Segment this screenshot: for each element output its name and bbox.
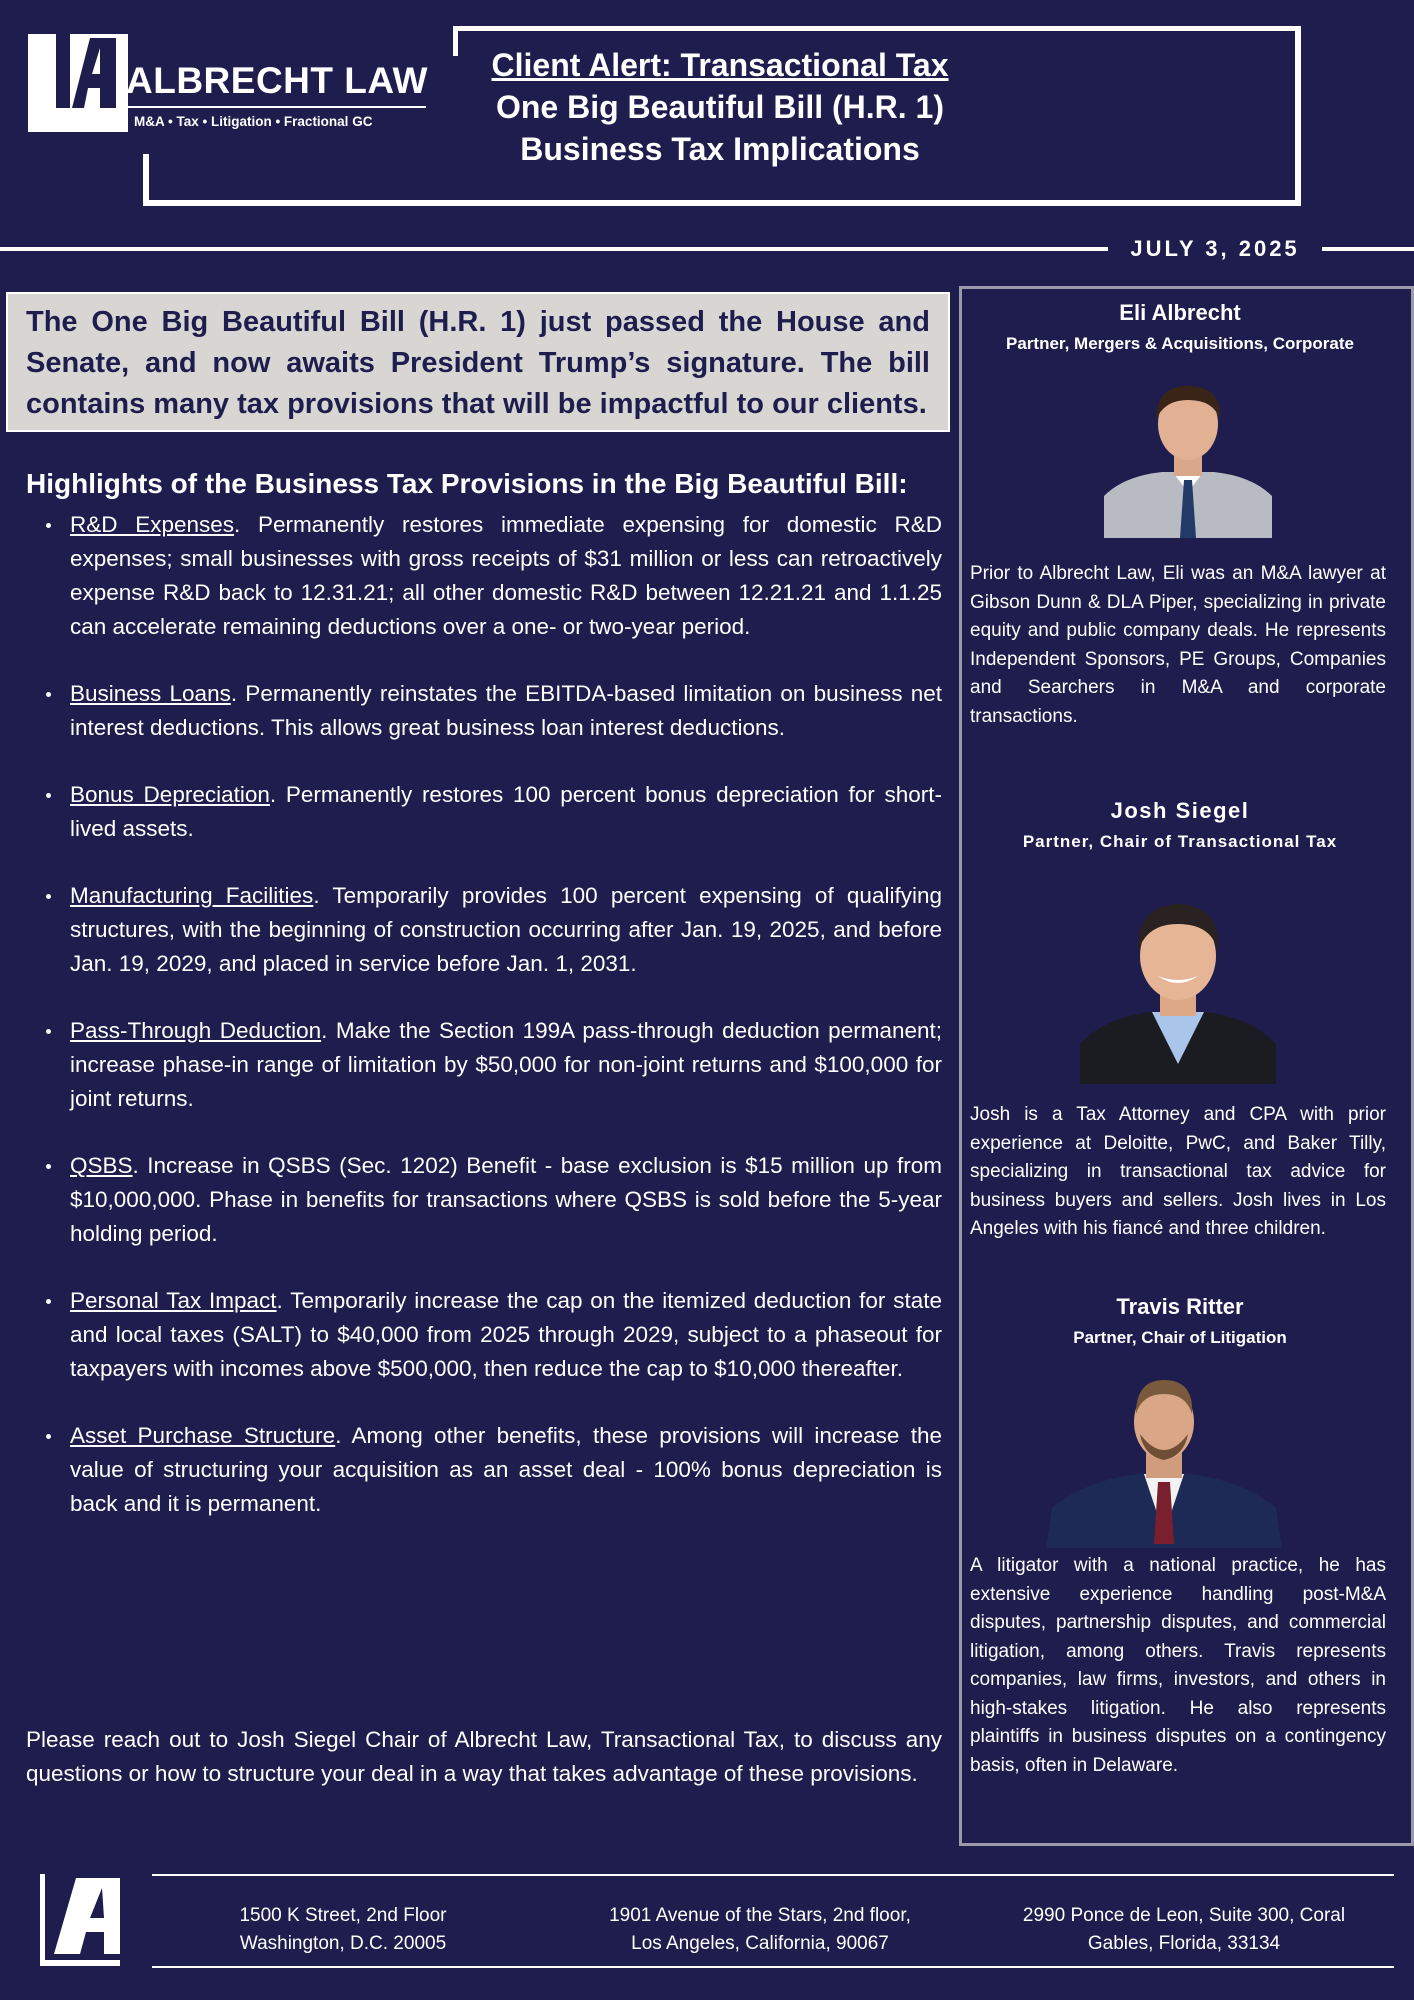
date-rule-right — [1322, 247, 1414, 251]
bullet-icon — [46, 1029, 51, 1034]
provision-text: . Make the Section 199A pass-through deduction permanent; increase phase-in range of limitation by $50,000 for non-joint returns and $100,000 for joint returns. — [70, 1018, 943, 1111]
alert-title — [440, 44, 1000, 170]
bullet-icon — [46, 793, 51, 798]
address-line: 1500 K Street, 2nd Floor — [239, 1905, 447, 1926]
list-item — [46, 1419, 942, 1521]
address-line: Gables, Florida, 33134 — [1087, 1933, 1281, 1954]
attorney-title: Partner, Mergers & Acquisitions, Corporate — [1006, 334, 1354, 353]
bullet-icon — [46, 692, 51, 697]
bullet-icon — [46, 894, 51, 899]
highlights-list — [46, 508, 942, 1554]
attorney-photo-eli — [1104, 376, 1272, 538]
provision-text: . Increase in QSBS (Sec. 1202) Benefit - base exclusion is $15 million up from $10,000,000. Phase in benefits for transactions where QSBS is sold before the 5-year holding period. — [70, 1153, 942, 1246]
bullet-icon — [46, 1299, 51, 1304]
firm-tagline: M&A • Tax • Litigation • Fractional GC — [134, 114, 373, 129]
bullet-icon — [46, 523, 51, 528]
intro-text: The One Big Beautiful Bill (H.R. 1) just passed the House and Senate, and now awaits President Trump’s signature. The bill contains many tax provisions that will be impactful to our clients. — [26, 306, 930, 420]
attorney-photo-josh — [1080, 894, 1276, 1084]
attorney-name: Josh Siegel — [1110, 798, 1250, 823]
date-rule-left — [0, 247, 1108, 251]
provision-text: . Temporarily increase the cap on the itemized deduction for state and local taxes (SALT) to $40,000 from 2025 through 2029, subject to a phaseout for taxpayers with incomes above $500,000, then reduce the cap to $10,000 thereafter. — [70, 1288, 942, 1381]
highlights-heading: Highlights of the Business Tax Provisions in the Big Beautiful Bill: — [26, 468, 908, 499]
alert-title-line-2: One Big Beautiful Bill (H.R. 1) — [495, 89, 944, 125]
footer-rule-bottom — [152, 1966, 1394, 1968]
attorney-bio: A litigator with a national practice, he has extensive experience handling post-M&A disputes, partnership disputes, and commercial litigation, among others. Travis represents companies, law firms, investors, and others in high-stakes litigation. He also represents plaintiffs in business disputes on a contingency basis, often in Delaware. — [970, 1555, 1386, 1776]
provision-term: Bonus Depreciation — [70, 782, 270, 807]
address-line: 2990 Ponce de Leon, Suite 300, Coral — [1022, 1905, 1346, 1926]
attorney-title: Partner, Chair of Litigation — [1073, 1328, 1287, 1347]
provision-term: Personal Tax Impact — [70, 1288, 277, 1313]
address-line: 1901 Avenue of the Stars, 2nd floor, — [609, 1905, 911, 1926]
list-item — [46, 677, 942, 745]
list-item — [46, 1284, 942, 1386]
firm-name: ALBRECHT LAW — [126, 60, 428, 101]
attorney-bio: Josh is a Tax Attorney and CPA with prior experience at Deloitte, PwC, and Baker Tilly, specializing in transactional tax advice for business buyers and sellers. Josh lives in Los Angeles with his fiancé and three children. — [970, 1104, 1386, 1239]
footer-rule-top — [152, 1874, 1394, 1876]
bullet-icon — [46, 1164, 51, 1169]
office-address-dc — [203, 1902, 483, 1958]
provision-text: . Permanently reinstates the EBITDA-based limitation on business net interest deductions. This allows great business loan interest deductions. — [70, 681, 942, 740]
attorney-name: Travis Ritter — [1116, 1294, 1244, 1319]
list-item — [46, 1014, 942, 1116]
office-address-la — [570, 1902, 950, 1958]
firm-logo-mark — [28, 34, 128, 132]
provision-term: Business Loans — [70, 681, 231, 706]
bullet-icon — [46, 1434, 51, 1439]
provision-text: . Permanently restores immediate expensing for domestic R&D expenses; small businesses with gross receipts of $31 million or less can retroactively expense R&D back to 12.31.21; all other domestic R&D between 12.21.21 and 1.1.25 can accelerate remaining deductions over a one- or two-year period. — [70, 512, 942, 639]
provision-term: Pass-Through Deduction — [70, 1018, 322, 1043]
provision-text: . Among other benefits, these provisions will increase the value of structuring your acquisition as an asset deal - 100% bonus depreciation is back and it is permanent. — [70, 1423, 942, 1516]
list-item — [46, 508, 942, 644]
alert-date: JULY 3, 2025 — [1130, 236, 1300, 261]
list-item — [46, 1149, 942, 1251]
address-line: Los Angeles, California, 90067 — [631, 1933, 889, 1954]
provision-term: Manufacturing Facilities — [70, 883, 314, 908]
list-item — [46, 778, 942, 846]
attorney-title: Partner, Chair of Transactional Tax — [1022, 832, 1338, 851]
provision-text: . Permanently restores 100 percent bonus depreciation for short-lived assets. — [70, 782, 942, 841]
office-address-fl — [1004, 1902, 1364, 1958]
attorney-bio: Prior to Albrecht Law, Eli was an M&A lawyer at Gibson Dunn & DLA Piper, specializing in private equity and public company deals. He represents Independent Sponsors, PE Groups, Companies and Searchers in M&A and corporate transactions. — [970, 563, 1386, 727]
footer-logo-icon — [40, 1874, 120, 1966]
attorney-name: Eli Albrecht — [1119, 300, 1241, 325]
alert-title-line-1: Client Alert: Transactional Tax — [491, 47, 949, 83]
alert-title-line-3: Business Tax Implications — [520, 131, 920, 167]
provision-term: R&D Expenses — [70, 512, 235, 537]
closing-paragraph: Please reach out to Josh Siegel Chair of Albrecht Law, Transactional Tax, to discuss any questions or how to structure your deal in a way that takes advantage of these provisions. — [26, 1727, 942, 1786]
attorney-photo-travis — [1046, 1374, 1282, 1548]
provision-text: . Temporarily provides 100 percent expensing of qualifying structures, with the beginning of construction occurring after Jan. 19, 2025, and before Jan. 19, 2029, and placed in service before Jan. 1, 2031. — [70, 883, 942, 976]
provision-term: Asset Purchase Structure — [70, 1423, 336, 1448]
intro-box — [6, 292, 950, 432]
address-line: Washington, D.C. 20005 — [239, 1933, 447, 1954]
provision-term: QSBS — [70, 1153, 133, 1178]
list-item — [46, 879, 942, 981]
